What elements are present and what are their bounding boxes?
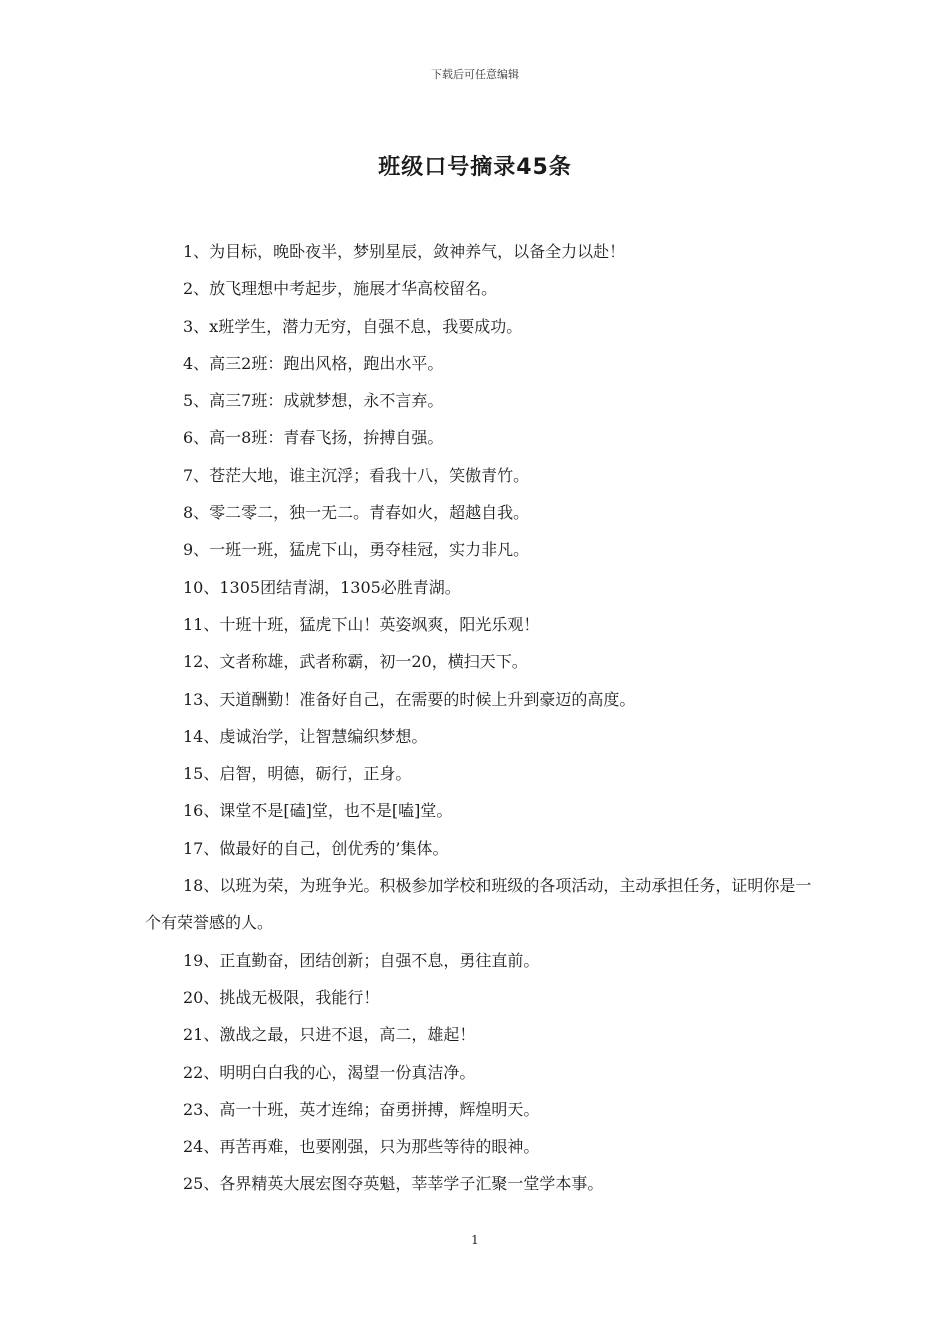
list-item: 3、x班学生，潜力无穷，自强不息，我要成功。	[183, 316, 523, 336]
list-item: 7、苍茫大地，谁主沉浮；看我十八，笑傲青竹。	[183, 465, 530, 485]
list-item: 12、文者称雄，武者称霸，初一20，横扫天下。	[183, 652, 528, 672]
list-item: 18、以班为荣，为班争光。积极参加学校和班级的各项活动，主动承担任务，证明你是一个有荣誉感的人。	[145, 876, 812, 933]
list-item: 25、各界精英大展宏图夺英魁，莘莘学子汇聚一堂学本事。	[183, 1174, 604, 1194]
list-item: 6、高一8班：青春飞扬，拚搏自强。	[183, 428, 444, 448]
list-item: 4、高三2班：跑出风格，跑出水平。	[183, 353, 444, 373]
list-item: 9、一班一班，猛虎下山，勇夺桂冠，实力非凡。	[183, 540, 530, 560]
list-item: 17、做最好的自己，创优秀的’集体。	[183, 838, 449, 858]
list-item: 2、放飞理想中考起步，施展才华高校留名。	[183, 279, 498, 299]
list-item: 24、再苦再难，也要刚强，只为那些等待的眼神。	[183, 1137, 540, 1157]
list-item: 14、虔诚治学，让智慧编织梦想。	[183, 726, 428, 746]
list-item: 10、1305团结青湖，1305必胜青湖。	[183, 577, 461, 597]
list-item: 22、明明白白我的心，渴望一份真洁净。	[183, 1062, 476, 1082]
list-item: 21、激战之最，只进不退，高二，雄起！	[183, 1025, 476, 1045]
document-title: 班级口号摘录45条	[378, 155, 572, 180]
page-number: 1	[471, 1233, 479, 1247]
list-item: 16、课堂不是[磕]堂，也不是[嗑]堂。	[183, 801, 453, 821]
list-item: 19、正直勤奋，团结创新；自强不息，勇往直前。	[183, 950, 540, 970]
list-item: 8、零二零二，独一无二。青春如火，超越自我。	[183, 503, 530, 523]
list-item: 20、挑战无极限，我能行！	[183, 987, 380, 1007]
list-item: 23、高一十班，英才连绵；奋勇拼搏，辉煌明天。	[183, 1099, 540, 1119]
page-header-note: 下载后可任意编辑	[431, 68, 519, 81]
list-item: 13、天道酬勤！准备好自己，在需要的时候上升到豪迈的高度。	[183, 689, 636, 709]
list-item: 1、为目标，晚卧夜半，梦别星辰，敛神养气，以备全力以赴！	[183, 242, 626, 261]
document-body	[145, 233, 815, 1203]
list-item: 15、启智，明德，砺行，正身。	[183, 764, 412, 784]
list-item: 11、十班十班，猛虎下山！英姿飒爽，阳光乐观！	[183, 614, 540, 634]
list-item: 5、高三7班：成就梦想，永不言弃。	[183, 391, 444, 411]
